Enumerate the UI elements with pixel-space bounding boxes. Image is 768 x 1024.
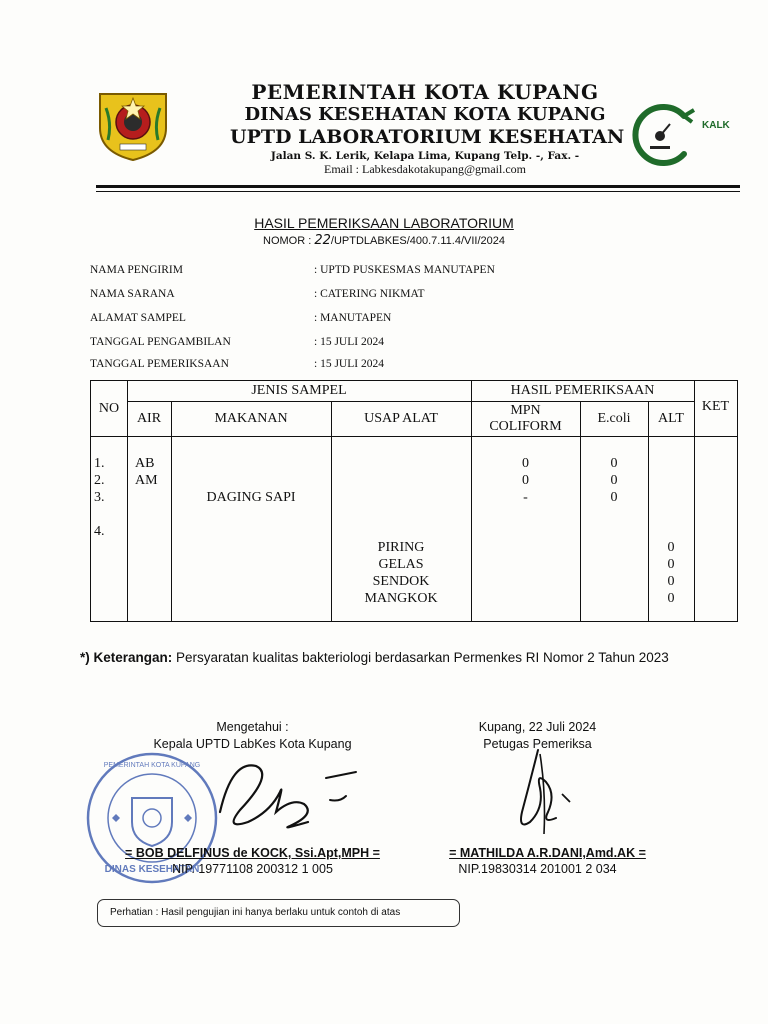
usap-alat-column bbox=[331, 539, 471, 607]
header-ket: KET bbox=[701, 399, 730, 414]
air-sample: AM bbox=[135, 473, 158, 488]
table-hline bbox=[91, 436, 737, 437]
nomor-label: NOMOR : bbox=[263, 235, 312, 247]
makanan-sample: DAGING SAPI bbox=[206, 490, 296, 505]
table-vline bbox=[580, 401, 581, 621]
report-title: HASIL PEMERIKSAAN LABORATORIUM bbox=[254, 215, 514, 231]
table-vline bbox=[694, 381, 695, 621]
header-mpn-coliform bbox=[471, 403, 580, 435]
right-signer-name: = MATHILDA A.R.DANI,Amd.AK = bbox=[449, 846, 646, 860]
left-sign-title2: Kepala UPTD LabKes Kota Kupang bbox=[153, 737, 352, 751]
header-air: AIR bbox=[136, 411, 162, 426]
row-number: 2. bbox=[94, 473, 105, 488]
report-number bbox=[0, 233, 768, 248]
results-table bbox=[90, 380, 738, 622]
info-value-collection-date: : 15 JULI 2024 bbox=[314, 336, 384, 348]
ecoli-column bbox=[580, 455, 648, 506]
mpn-value: 0 bbox=[522, 456, 529, 471]
header-hasil: HASIL PEMERIKSAAN bbox=[510, 383, 655, 398]
usap-alat-item: PIRING bbox=[377, 540, 425, 555]
header-rule-thin bbox=[96, 191, 740, 192]
header-makanan: MAKANAN bbox=[214, 411, 288, 426]
header-jenis-sampel: JENIS SAMPEL bbox=[251, 383, 347, 398]
kalk-logo-text: KALK bbox=[702, 120, 730, 131]
row-number: 3. bbox=[94, 490, 105, 505]
info-label-facility: NAMA SARANA bbox=[90, 288, 175, 300]
usap-alat-item: SENDOK bbox=[372, 574, 430, 589]
letterhead-government: PEMERINTAH KOTA KUPANG bbox=[251, 80, 599, 104]
keterangan-label: *) Keterangan: bbox=[80, 650, 173, 665]
mpn-value: 0 bbox=[522, 473, 529, 488]
letterhead-address: Jalan S. K. Lerik, Kelapa Lima, Kupang Telp. -, Fax. - bbox=[270, 150, 580, 162]
row-number: 4. bbox=[94, 524, 105, 539]
stamp-text-top: PEMERINTAH KOTA KUPANG bbox=[103, 762, 201, 769]
header-alt: ALT bbox=[658, 411, 684, 426]
alt-value: 0 bbox=[667, 540, 675, 555]
letterhead-email: Email : Labkesdakotakupang@gmail.com bbox=[324, 162, 526, 176]
info-label-exam-date: TANGGAL PEMERIKSAAN bbox=[90, 358, 229, 370]
info-value-address: : MANUTAPEN bbox=[314, 312, 392, 324]
nomor-rest: /UPTDLABKES/400.7.11.4/VII/2024 bbox=[330, 235, 505, 247]
info-label-collection-date: TANGGAL PENGAMBILAN bbox=[90, 336, 231, 348]
usap-alat-item: GELAS bbox=[378, 557, 424, 572]
usap-alat-item: MANGKOK bbox=[364, 591, 438, 606]
right-signer-nip: NIP.19830314 201001 2 034 bbox=[458, 862, 617, 876]
info-value-exam-date: : 15 JULI 2024 bbox=[314, 358, 384, 370]
mpn-value: - bbox=[523, 490, 528, 505]
table-vline bbox=[171, 401, 172, 621]
ecoli-value: 0 bbox=[610, 473, 618, 488]
left-sign-title1: Mengetahui : bbox=[216, 720, 289, 734]
air-column bbox=[135, 455, 158, 489]
keterangan-text: Persyaratan kualitas bakteriologi berdasarkan Permenkes RI Nomor 2 Tahun 2023 bbox=[172, 650, 669, 665]
header-usap-alat: USAP ALAT bbox=[364, 411, 438, 426]
row-number: 1. bbox=[94, 456, 105, 471]
stamp-text-bottom: DINAS KESEHATAN bbox=[104, 864, 200, 875]
left-signature bbox=[180, 752, 370, 848]
air-sample: AB bbox=[135, 456, 155, 471]
letterhead-department: DINAS KESEHATAN KOTA KUPANG bbox=[244, 104, 606, 125]
left-signer-nip: NIP. 19771108 200312 1 005 bbox=[172, 862, 333, 876]
alt-value: 0 bbox=[667, 574, 675, 589]
header-rule-thick bbox=[96, 185, 740, 188]
alt-value: 0 bbox=[667, 557, 675, 572]
letterhead-lab: UPTD LABORATORIUM KESEHATAN bbox=[230, 126, 625, 148]
ecoli-value: 0 bbox=[610, 490, 618, 505]
right-signature bbox=[500, 742, 590, 842]
city-emblem-logo bbox=[92, 88, 174, 162]
info-label-address: ALAMAT SAMPEL bbox=[90, 312, 186, 324]
nomor-handwritten: 22 bbox=[314, 233, 331, 248]
left-signer-name: = BOB DELFINUS de KOCK, Ssi.Apt,MPH = bbox=[125, 846, 380, 860]
alt-column bbox=[648, 539, 694, 607]
disclaimer-box: Perhatian : Hasil pengujian ini hanya berlaku untuk contoh di atas bbox=[97, 899, 460, 927]
right-sign-date: Kupang, 22 Juli 2024 bbox=[478, 720, 597, 734]
ecoli-value: 0 bbox=[610, 456, 618, 471]
info-label-sender: NAMA PENGIRIM bbox=[90, 264, 183, 276]
right-sign-title: Petugas Pemeriksa bbox=[483, 737, 592, 751]
header-coliform: COLIFORM bbox=[489, 419, 562, 434]
alt-value: 0 bbox=[667, 591, 675, 606]
no-column bbox=[94, 455, 105, 540]
info-value-sender: : UPTD PUSKESMAS MANUTAPEN bbox=[314, 264, 495, 276]
mpn-column bbox=[471, 455, 580, 506]
row-number bbox=[94, 506, 105, 523]
info-value-facility: : CATERING NIKMAT bbox=[314, 288, 425, 300]
keterangan-note bbox=[80, 650, 669, 665]
kalk-logo bbox=[622, 100, 742, 170]
header-ecoli: E.coli bbox=[597, 411, 631, 426]
header-no: NO bbox=[98, 401, 120, 416]
table-hline bbox=[127, 401, 694, 402]
header-mpn: MPN bbox=[510, 403, 541, 418]
